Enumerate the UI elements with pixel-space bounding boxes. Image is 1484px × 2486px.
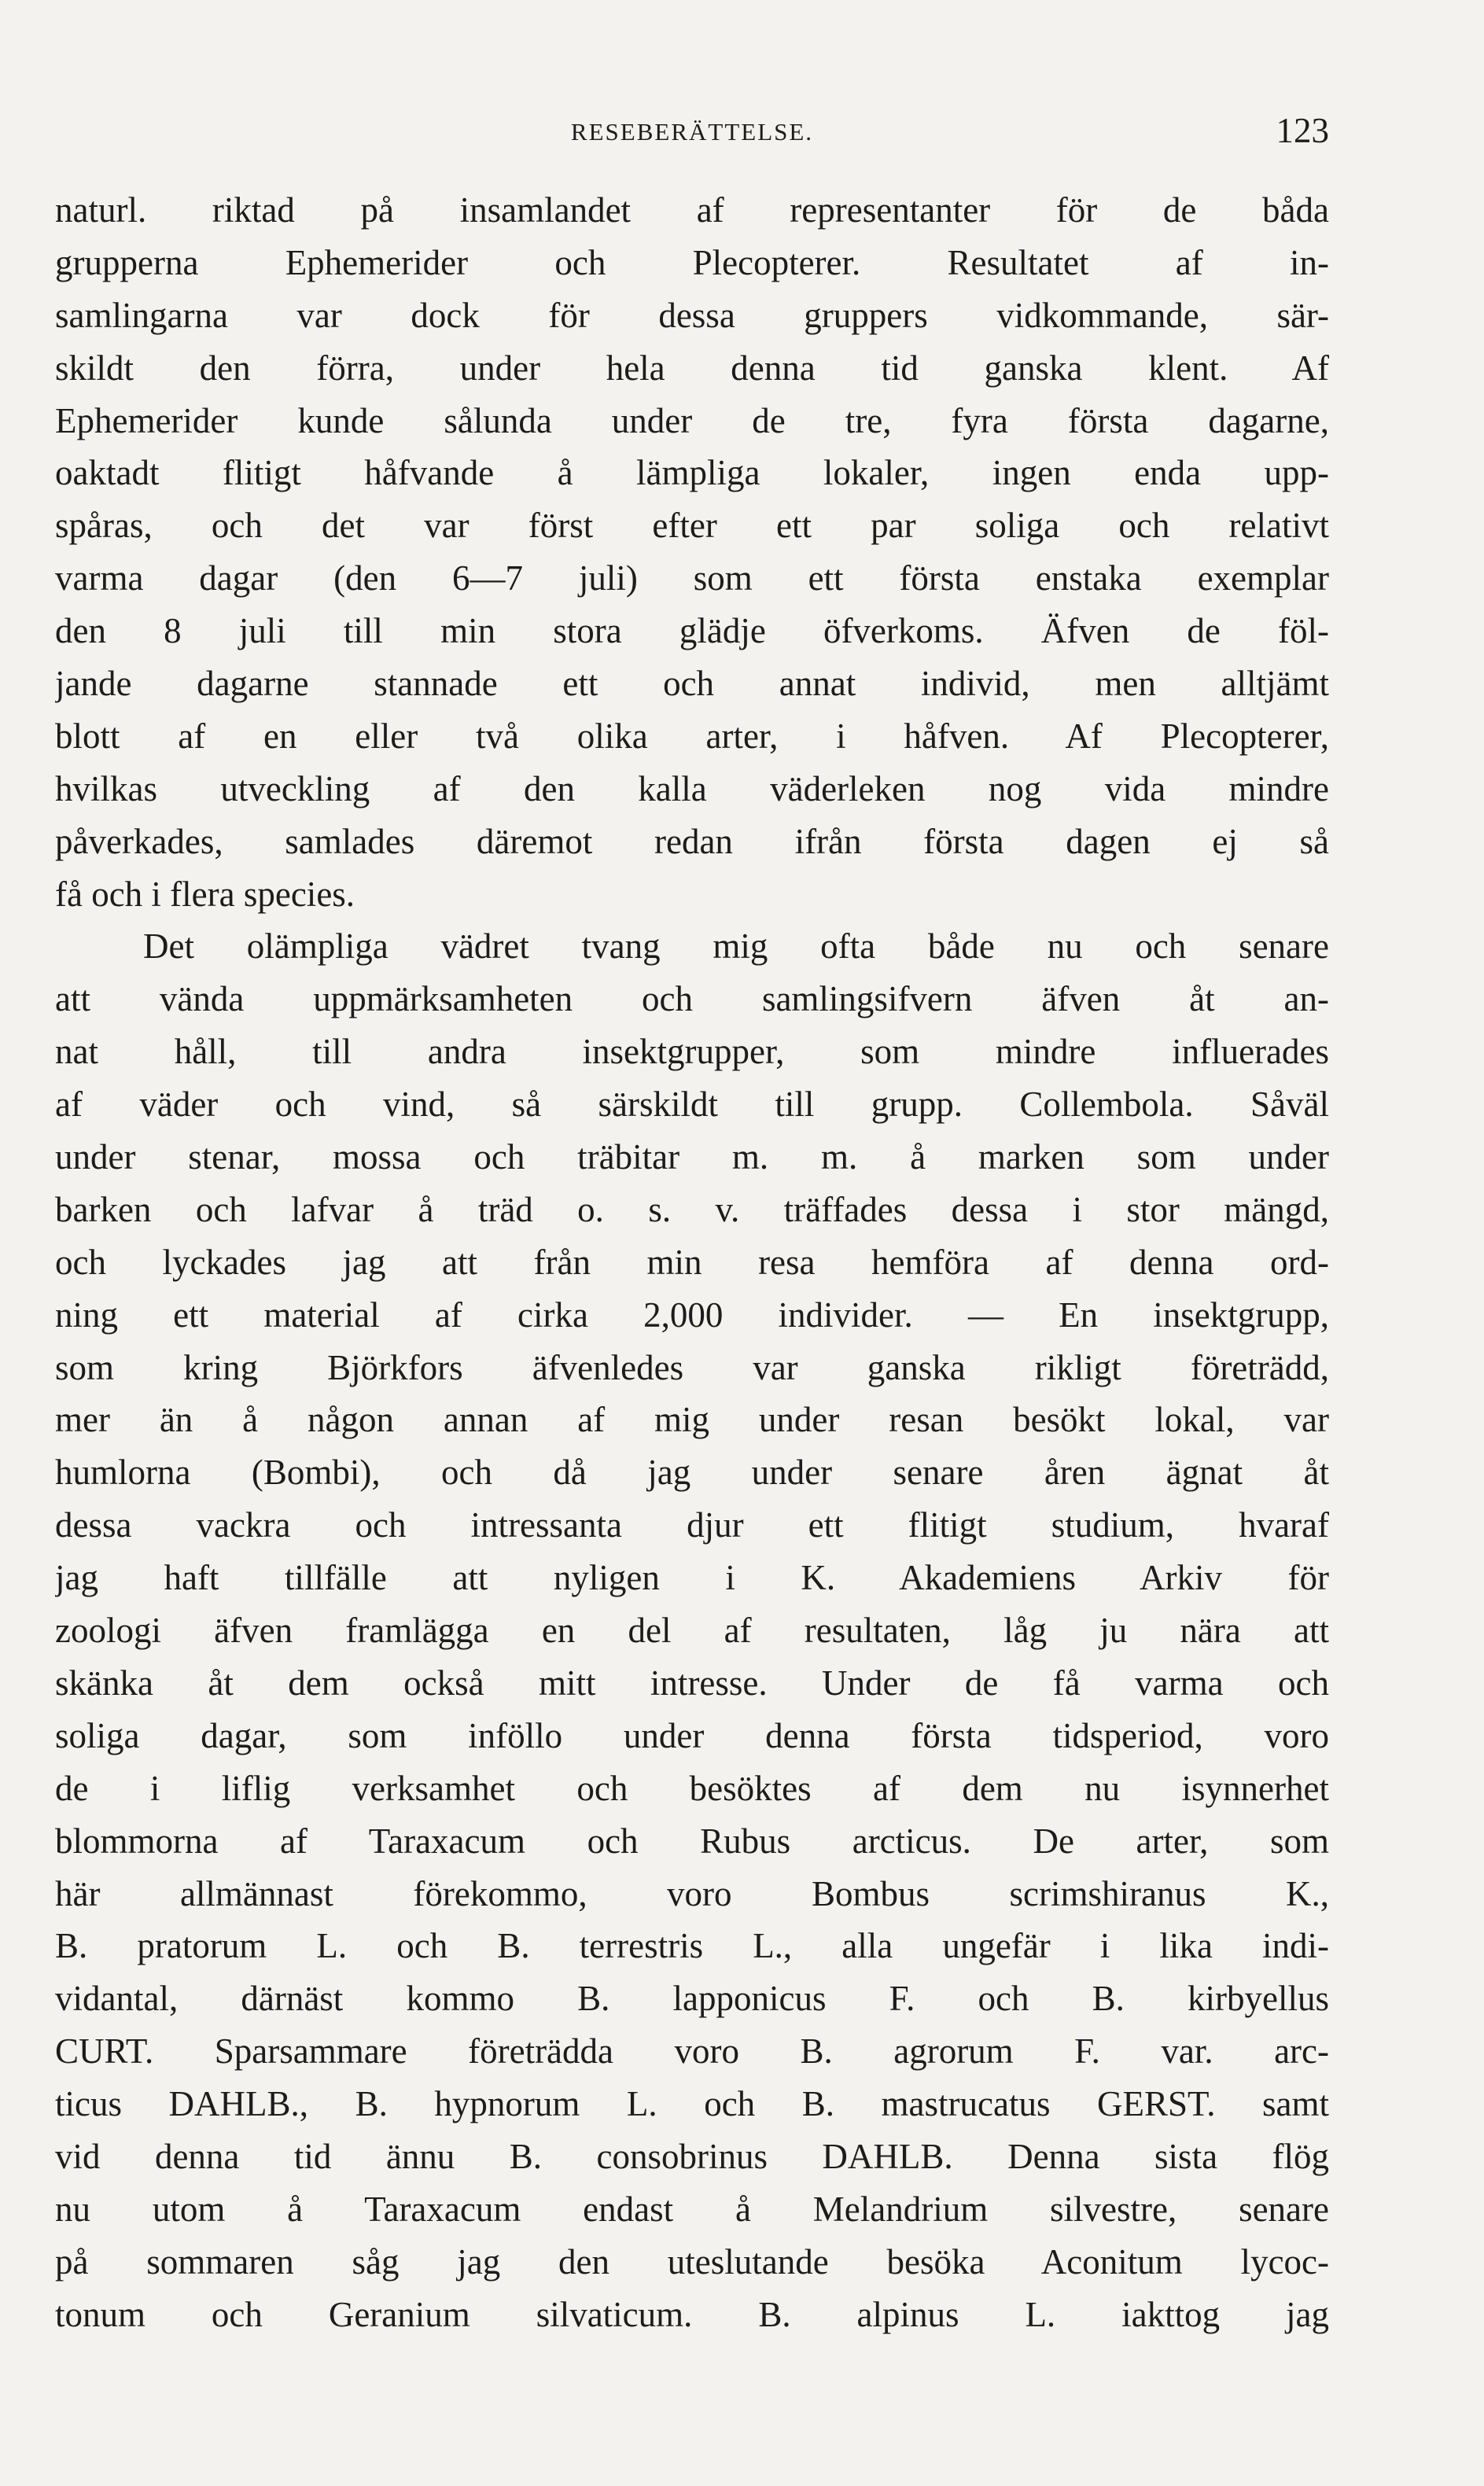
body-text — [55, 184, 1329, 2341]
running-head: RESEBERÄTTELSE. — [570, 118, 814, 145]
text-line: blommorna af Taraxacum och Rubus arcticus. De arter, som — [55, 1821, 1329, 1861]
text-line: B. pratorum L. och B. terrestris L., alla ungefär i lika indi- — [55, 1926, 1329, 1966]
text-line: som kring Björkfors äfvenledes var ganska rikligt företrädd, — [55, 1347, 1329, 1387]
text-line: mer än å någon annan af mig under resan besökt lokal, var — [55, 1400, 1329, 1440]
text-line: ticus DAHLB., B. hypnorum L. och B. mastrucatus GERST. samt — [55, 2084, 1329, 2124]
text-line: grupperna Ephemerider och Plecopterer. Resultatet af in- — [55, 242, 1329, 282]
text-line: den 8 juli till min stora glädje öfverkoms. Äfven de föl- — [55, 611, 1329, 651]
text-line: samlingarna var dock för dessa gruppers vidkommande, sär- — [55, 295, 1329, 335]
text-line: nat håll, till andra insektgrupper, som mindre influerades — [55, 1032, 1329, 1072]
paragraph — [55, 920, 1329, 2341]
text-line: nu utom å Taraxacum endast å Melandrium silvestre, senare — [55, 2189, 1329, 2229]
text-line: jande dagarne stannade ett och annat individ, men alltjämt — [55, 664, 1329, 704]
text-line: på sommaren såg jag den uteslutande besöka Aconitum lycoc- — [55, 2241, 1329, 2282]
text-line: humlorna (Bombi), och då jag under senare åren ägnat åt — [55, 1453, 1329, 1493]
text-line: zoologi äfven framlägga en del af resultaten, låg ju nära att — [55, 1611, 1329, 1651]
text-line: tonum och Geranium silvaticum. B. alpinus L. iakttog jag — [55, 2294, 1329, 2334]
text-line: påverkades, samlades däremot redan ifrån första dagen ej så — [55, 821, 1329, 861]
text-line: dessa vackra och intressanta djur ett flitigt studium, hvaraf — [55, 1505, 1329, 1545]
text-line: Ephemerider kunde sålunda under de tre, fyra första dagarne, — [55, 400, 1329, 440]
text-line: jag haft tillfälle att nyligen i K. Akademiens Arkiv för — [55, 1558, 1329, 1598]
page-header — [55, 110, 1329, 157]
text-line: under stenar, mossa och träbitar m. m. å marken som under — [55, 1137, 1329, 1177]
text-line: skänka åt dem också mitt intresse. Under de få varma och — [55, 1663, 1329, 1703]
text-line: vid denna tid ännu B. consobrinus DAHLB. Denna sista flög — [55, 2136, 1329, 2176]
text-line: hvilkas utveckling af den kalla väderleken nog vida mindre — [55, 768, 1329, 808]
text-line: här allmännast förekommo, voro Bombus scrimshiranus K., — [55, 1873, 1329, 1913]
text-line: naturl. riktad på insamlandet af representanter för de båda — [55, 190, 1329, 230]
text-line: CURT. Sparsammare företrädda voro B. agrorum F. var. arc- — [55, 2031, 1329, 2072]
text-line: varma dagar (den 6—7 juli) som ett första enstaka exemplar — [55, 558, 1329, 598]
text-line: soliga dagar, som inföllo under denna första tidsperiod, voro — [55, 1715, 1329, 1755]
text-line: vidantal, därnäst kommo B. lapponicus F. och B. kirbyellus — [55, 1979, 1329, 2019]
text-line: få och i flera species. — [55, 874, 355, 914]
paragraph — [55, 184, 1329, 920]
text-line: de i liflig verksamhet och besöktes af dem nu isynnerhet — [55, 1768, 1329, 1808]
text-line: blott af en eller två olika arter, i håfven. Af Plecopterer, — [55, 716, 1329, 756]
page-number: 123 — [1276, 111, 1329, 150]
text-line: oaktadt flitigt håfvande å lämpliga lokaler, ingen enda upp- — [55, 453, 1329, 493]
text-line: spåras, och det var först efter ett par soliga och relativt — [55, 506, 1329, 546]
text-line: af väder och vind, så särskildt till grupp. Collembola. Såväl — [55, 1085, 1329, 1125]
text-line: och lyckades jag att från min resa hemföra af denna ord- — [55, 1242, 1329, 1282]
text-line: ning ett material af cirka 2,000 individer. — En insektgrupp, — [55, 1295, 1329, 1335]
text-line: att vända uppmärksamheten och samlingsifvern äfven åt an- — [55, 979, 1329, 1019]
text-line: Det olämpliga vädret tvang mig ofta både nu och senare — [143, 926, 1329, 967]
text-line: barken och lafvar å träd o. s. v. träffades dessa i stor mängd, — [55, 1189, 1329, 1229]
text-line: skildt den förra, under hela denna tid ganska klent. Af — [55, 348, 1329, 388]
page — [55, 110, 1329, 2341]
